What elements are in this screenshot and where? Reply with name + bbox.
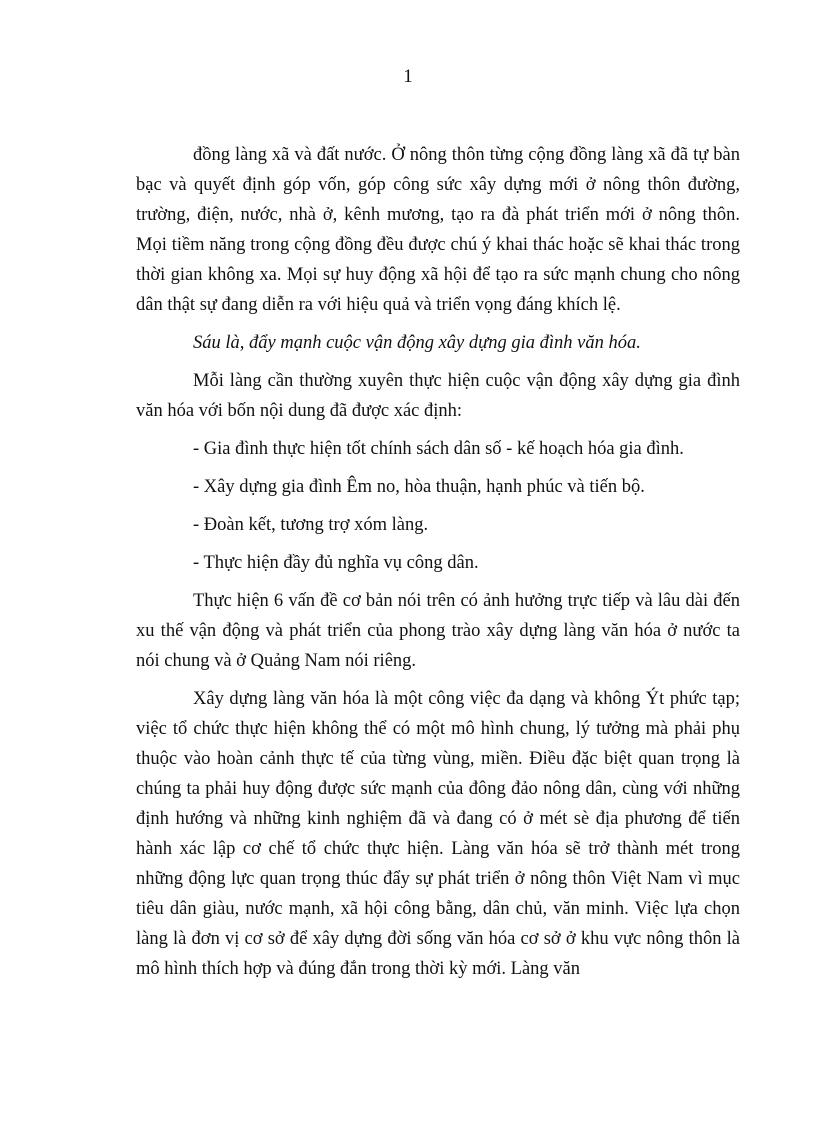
paragraph-summary: Thực hiện 6 vấn đề cơ bản nói trên có ảnh hưởng trực tiếp và lâu dài đến xu thế vận động và phát triển của phong trào xây dựng làng văn hóa ở nước ta nói chung và ở Quảng Nam nói riêng. <box>136 591 740 671</box>
page-number: 1 <box>403 66 413 87</box>
paragraph-section-heading: Sáu là, đẩy mạnh cuộc vận động xây dựng gia đình văn hóa. <box>193 333 641 353</box>
paragraph-continuation: đồng làng xã và đất nước. Ở nông thôn từng cộng đồng làng xã đã tự bàn bạc và quyết định góp vốn, góp công sức xây dựng mới ở nông thôn đường, trường, điện, nước, nhà ở, kênh mương, tạo ra đà phát triển mới ở nông thôn. Mọi tiềm năng trong cộng đồng đều được chú ý khai thác hoặc sẽ khai thác trong thời gian không xa. Mọi sự huy động xã hội để tạo ra sức mạnh chung cho nông dân thật sự đang diễn ra với hiệu quả và triển vọng đáng khích lệ. <box>136 145 740 315</box>
list-item: - Gia đình thực hiện tốt chính sách dân số - kế hoạch hóa gia đình. <box>193 439 684 459</box>
list-item: - Xây dựng gia đình Êm no, hòa thuận, hạnh phúc và tiến bộ. <box>193 477 645 497</box>
list-item: - Thực hiện đầy đủ nghĩa vụ công dân. <box>193 553 479 573</box>
list-item: - Đoàn kết, tương trợ xóm làng. <box>193 515 429 535</box>
paragraph-intro: Mỗi làng cần thường xuyên thực hiện cuộc vận động xây dựng gia đình văn hóa với bốn nội dung đã được xác định: <box>136 371 740 421</box>
paragraph-body: Xây dựng làng văn hóa là một công việc đa dạng và không Ýt phức tạp; việc tổ chức thực hiện không thể có một mô hình chung, lý tưởng mà phải phụ thuộc vào hoàn cảnh thực tế của từng vùng, miền. Điều đặc biệt quan trọng là chúng ta phải huy động được sức mạnh của đông đảo nông dân, cùng với những định hướng và những kinh nghiệm đã và đang có ở mét sè địa phương để tiến hành xác lập cơ chế tổ chức thực hiện. Làng văn hóa sẽ trở thành mét trong những động lực quan trọng thúc đẩy sự phát triển ở nông thôn Việt Nam vì mục tiêu dân giàu, nước mạnh, xã hội công bằng, dân chủ, văn minh. Việc lựa chọn làng là đơn vị cơ sở để xây dựng đời sống văn hóa cơ sở ở khu vực nông thôn là mô hình thích hợp và đúng đắn trong thời kỳ mới. Làng văn <box>136 689 740 979</box>
document-body <box>136 140 740 992</box>
